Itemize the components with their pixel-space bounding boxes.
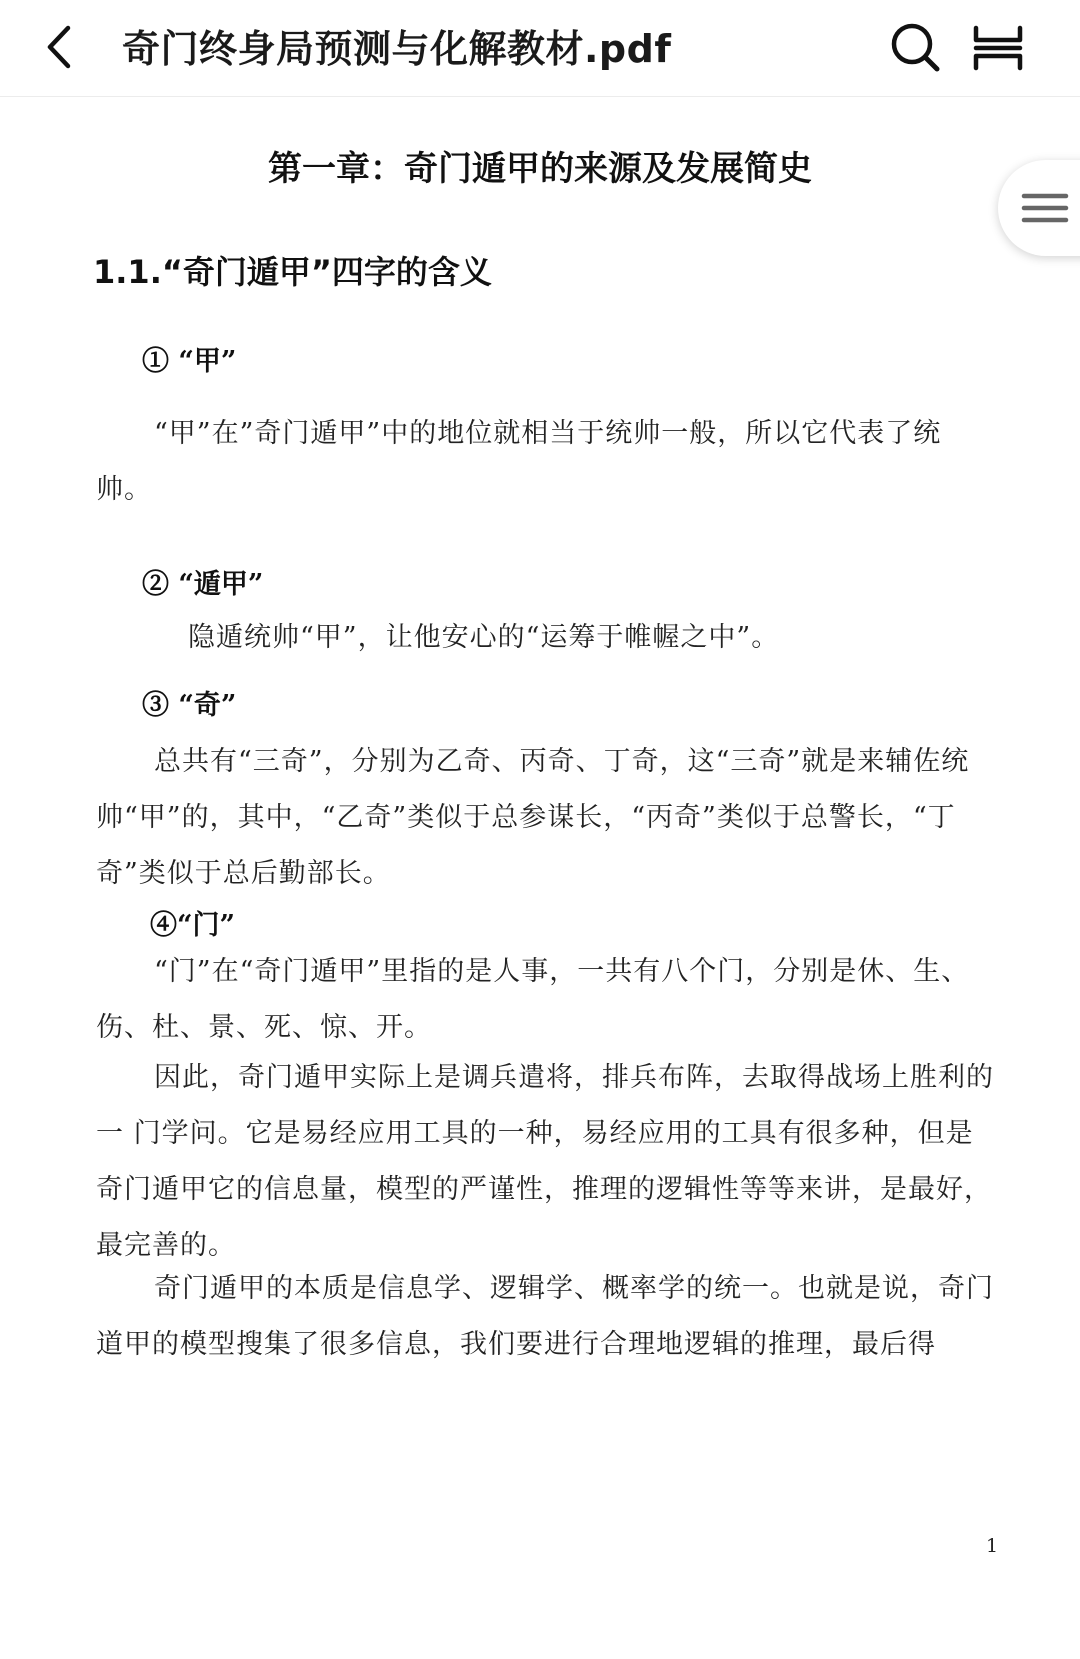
item-heading-dunjia: ② “遁甲” <box>142 569 264 600</box>
pdf-page[interactable] <box>0 97 1080 1659</box>
paragraph-qi: 总共有“三奇”，分别为乙奇、丙奇、丁奇，这“三奇”就是来辅佐统帅“甲”的，其中，“乙奇”类似于总参谋长，“丙奇”类似于总警长，“丁奇”类似于总后勤部长。 <box>96 746 970 889</box>
document-title: 奇门终身局预测与化解教材.pdf <box>122 27 672 71</box>
item-heading-qi: ③ “奇” <box>142 690 237 721</box>
item-heading-jia: ① “甲” <box>142 346 237 377</box>
paragraph-men: “门”在“奇门遁甲”里指的是人事，一共有八个门，分别是休、生、伤、杜、景、死、惊、开。 <box>96 956 970 1043</box>
paragraph-essence: 奇门遁甲的本质是信息学、逻辑学、概率学的统一。也就是说，奇门道甲的模型搜集了很多信息，我们要进行合理地逻辑的推理，最后得 <box>96 1273 994 1360</box>
page-number: 1 <box>986 1535 999 1557</box>
item-heading-men: ④“门” <box>150 910 236 941</box>
list-icon <box>1016 178 1076 238</box>
paragraph-conclusion: 因此，奇门遁甲实际上是调兵遣将，排兵布阵，去取得战场上胜利的一 门学问。它是易经应用工具的一种，易经应用的工具有很多种，但是奇门遁甲它的信息量，模型的严谨性，推理的逻辑性等等来讲，是最好，最完善的。 <box>96 1062 994 1261</box>
chapter-title: 第一章：奇门遁甲的来源及发展简史 <box>268 149 812 189</box>
menu-icon <box>970 20 1026 76</box>
more-menu-button[interactable] <box>970 20 1026 76</box>
search-button[interactable] <box>888 20 944 76</box>
paragraph-jia: “甲”在”奇门遁甲”中的地位就相当于统帅一般，所以它代表了统帅。 <box>96 418 942 505</box>
back-button[interactable] <box>38 22 86 72</box>
top-bar <box>0 0 1080 97</box>
section-title: 1.1.“奇门遁甲”四字的含义 <box>93 253 492 291</box>
paragraph-dunjia: 隐遁统帅“甲”，让他安心的“运筹于帷幄之中”。 <box>188 622 780 653</box>
chevron-left-icon <box>38 22 86 72</box>
search-icon <box>888 20 944 76</box>
